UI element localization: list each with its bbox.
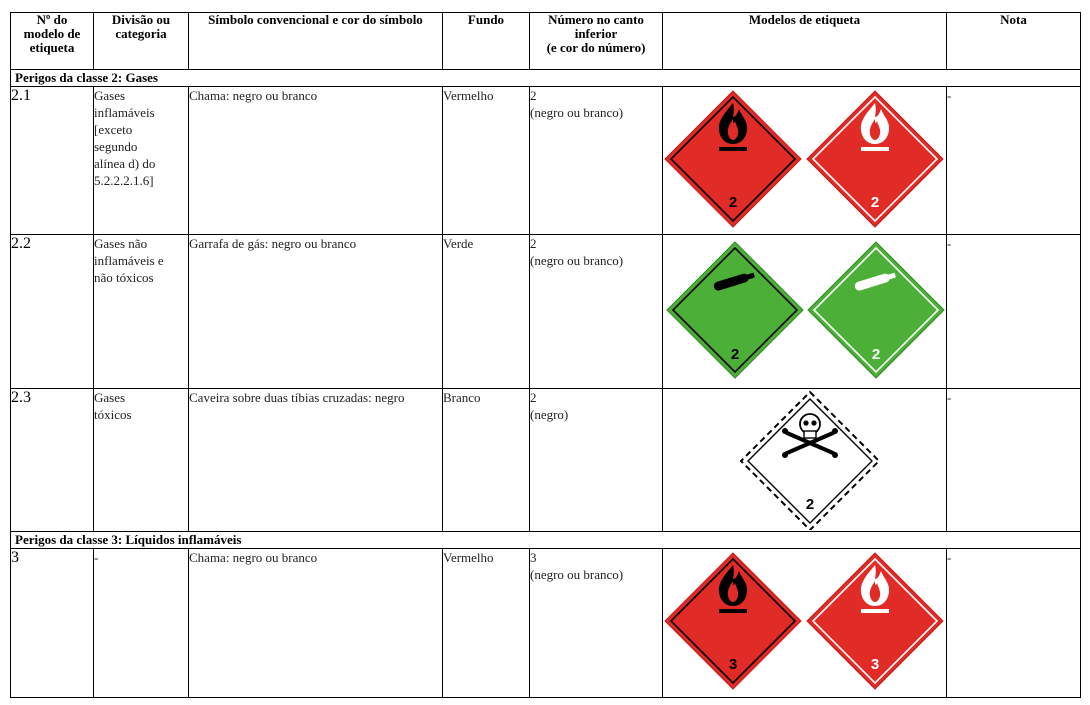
label-class-number: 2 <box>870 194 880 211</box>
label-class-number: 2 <box>871 346 881 363</box>
table-row <box>11 235 1081 389</box>
header-number: Número no canto inferior (e cor do número) <box>530 13 663 70</box>
section-title-class2: Perigos da classe 2: Gases <box>11 70 1081 87</box>
label-models <box>663 235 947 389</box>
note-text: - <box>947 87 1081 235</box>
flame-label-black <box>665 91 801 227</box>
label-models-svg <box>663 549 947 696</box>
label-models <box>663 549 947 698</box>
flame-label-white <box>807 553 943 689</box>
label-models <box>663 389 947 532</box>
division-text: Gases inflamáveis [exceto segundo alínea d) do 5.2.2.2.1.6] <box>94 87 189 235</box>
label-class-number: 2 <box>728 194 738 211</box>
symbol-text: Caveira sobre duas tíbias cruzadas: negro <box>189 389 443 532</box>
label-models-svg <box>663 389 947 530</box>
division-text: - <box>94 549 189 698</box>
background-text: Branco <box>443 389 530 532</box>
label-class-number: 3 <box>728 656 738 673</box>
table-row <box>11 389 1081 532</box>
toxic-gas-label <box>741 392 879 530</box>
header-symbol: Símbolo convencional e cor do símbolo <box>189 13 443 70</box>
corner-number-text: 2 (negro) <box>530 389 663 532</box>
section-row <box>11 532 1081 549</box>
label-models <box>663 87 947 235</box>
corner-number-text: 3 (negro ou branco) <box>530 549 663 698</box>
label-class-number: 3 <box>870 656 880 673</box>
label-class-number: 2 <box>805 496 815 513</box>
corner-number-text: 2 (negro ou branco) <box>530 87 663 235</box>
section-title-class3: Perigos da classe 3: Líquidos inflamáveis <box>11 532 1081 549</box>
note-text: - <box>947 549 1081 698</box>
symbol-text: Chama: negro ou branco <box>189 87 443 235</box>
symbol-text: Chama: negro ou branco <box>189 549 443 698</box>
label-models-svg <box>663 87 947 233</box>
header-note: Nota <box>947 13 1081 70</box>
hazard-label-table <box>10 12 1081 698</box>
division-text: Gases não inflamáveis e não tóxicos <box>94 235 189 389</box>
background-text: Verde <box>443 235 530 389</box>
header-background: Fundo <box>443 13 530 70</box>
header-model-no: Nº do modelo de etiqueta <box>11 13 94 70</box>
model-number: 2.3 <box>11 389 94 532</box>
background-text: Vermelho <box>443 87 530 235</box>
table-row <box>11 87 1081 235</box>
model-number: 2.2 <box>11 235 94 389</box>
table-row <box>11 549 1081 698</box>
gas-label-white <box>808 242 944 378</box>
header-models: Modelos de etiqueta <box>663 13 947 70</box>
label-class-number: 2 <box>730 346 740 363</box>
gas-label-black <box>667 242 803 378</box>
division-text: Gases tóxicos <box>94 389 189 532</box>
section-row <box>11 70 1081 87</box>
background-text: Vermelho <box>443 549 530 698</box>
corner-number-text: 2 (negro ou branco) <box>530 235 663 389</box>
model-number: 2.1 <box>11 87 94 235</box>
note-text: - <box>947 235 1081 389</box>
label-models-svg <box>663 235 947 387</box>
symbol-text: Garrafa de gás: negro ou branco <box>189 235 443 389</box>
table-header-row <box>11 13 1081 70</box>
flame-label-black <box>665 553 801 689</box>
header-division: Divisão ou categoria <box>94 13 189 70</box>
note-text: - <box>947 389 1081 532</box>
flame-label-white <box>807 91 943 227</box>
model-number: 3 <box>11 549 94 698</box>
